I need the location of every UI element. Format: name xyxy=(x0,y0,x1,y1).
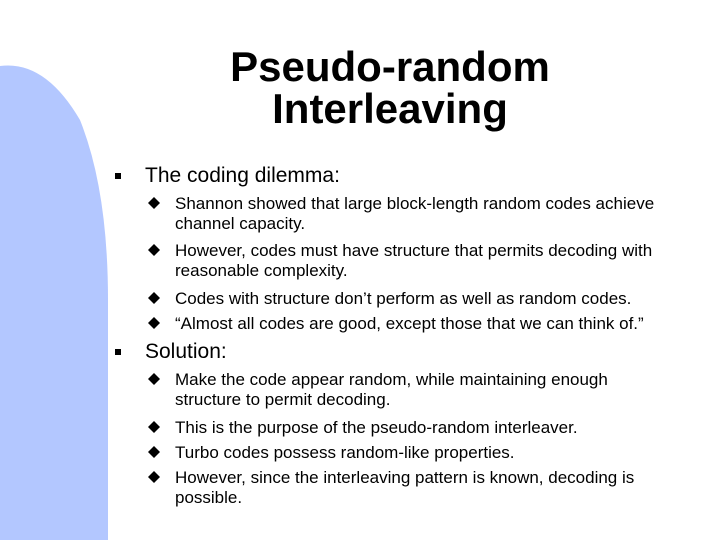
bullet-heading: Solution: xyxy=(145,340,227,363)
diamond-bullet-icon xyxy=(148,292,160,304)
sub-bullet xyxy=(146,289,686,309)
title-line-2: Interleaving xyxy=(272,85,508,132)
sub-bullet-text: “Almost all codes are good, except those that we can think of.” xyxy=(175,314,644,333)
sub-bullet-text: However, since the interleaving pattern is known, decoding is possible. xyxy=(175,468,635,507)
diamond-bullet-icon xyxy=(148,471,160,483)
sub-bullet-text: Make the code appear random, while maintaining enough structure to permit decoding. xyxy=(175,370,608,409)
square-bullet-icon xyxy=(115,173,121,179)
sub-bullet xyxy=(146,418,686,438)
sub-bullet-text: This is the purpose of the pseudo-random interleaver. xyxy=(175,418,578,437)
sub-bullet xyxy=(146,241,686,281)
diamond-bullet-icon xyxy=(148,446,160,458)
sub-bullet-text: Codes with structure don’t perform as well as random codes. xyxy=(175,289,632,308)
title-line-1: Pseudo-random xyxy=(230,43,550,90)
diamond-bullet-icon xyxy=(148,421,160,433)
sub-bullet xyxy=(146,468,686,508)
sub-bullet xyxy=(146,370,686,410)
sub-bullet-text: Shannon showed that large block-length random codes achieve channel capacity. xyxy=(175,194,655,233)
sub-bullet xyxy=(146,314,686,334)
slide-title xyxy=(110,43,670,132)
diamond-bullet-icon xyxy=(148,197,160,209)
sub-bullet xyxy=(146,443,686,463)
diamond-bullet-icon xyxy=(148,317,160,329)
bullet-heading: The coding dilemma: xyxy=(145,164,340,187)
diamond-bullet-icon xyxy=(148,244,160,256)
diamond-bullet-icon xyxy=(148,373,160,385)
square-bullet-icon xyxy=(115,349,121,355)
sub-bullet-text: However, codes must have structure that permits decoding with reasonable complexity. xyxy=(175,241,653,280)
sub-bullet xyxy=(146,194,686,234)
sub-bullet-text: Turbo codes possess random-like properties. xyxy=(175,443,515,462)
